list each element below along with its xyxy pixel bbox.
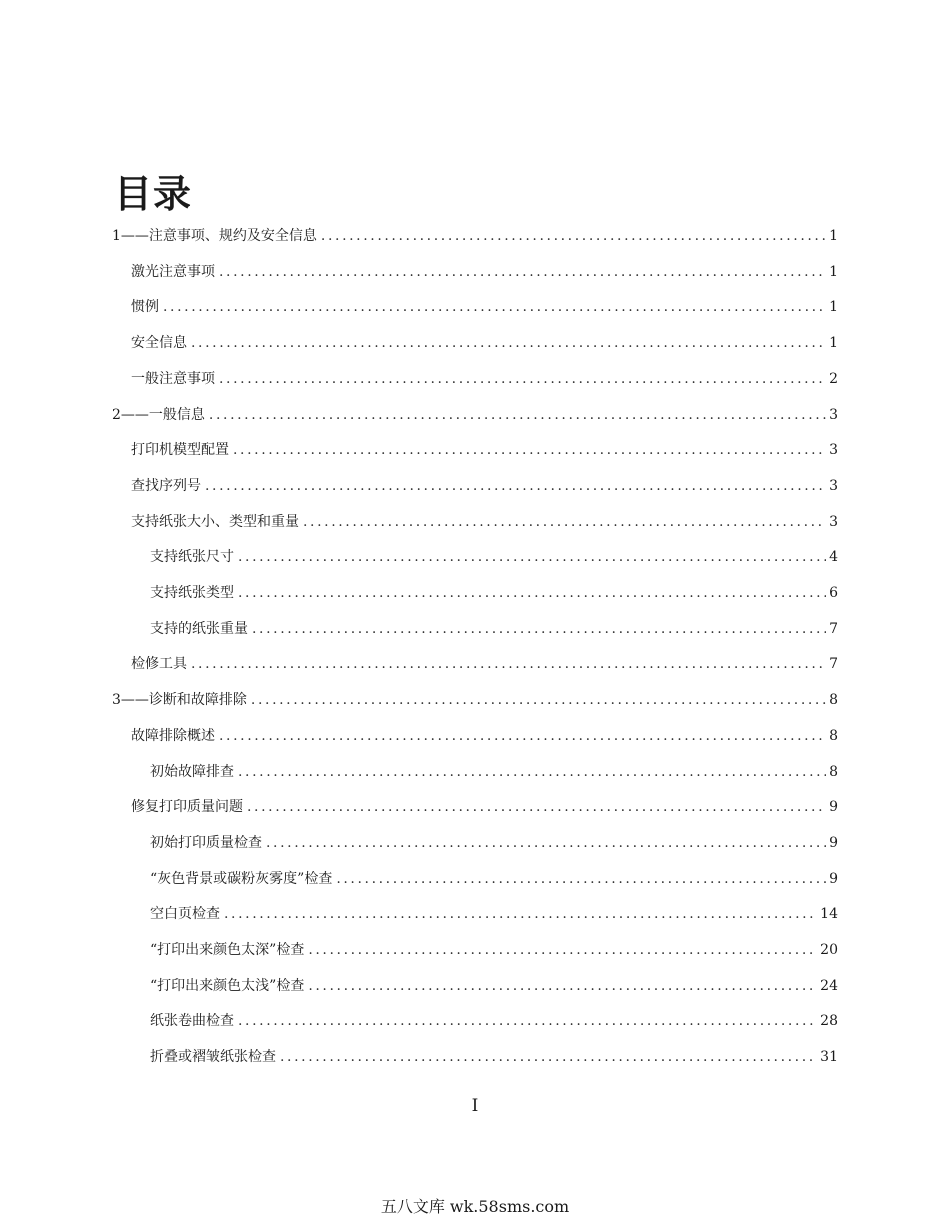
toc-entry[interactable] — [150, 973, 838, 999]
toc-entry-page: 1 — [829, 299, 838, 316]
toc-entry-page: 7 — [829, 620, 838, 637]
toc-entry-page: 14 — [820, 906, 838, 923]
toc-entry-title: “打印出来颜色太浅”检查 — [150, 977, 305, 994]
toc-entry-title: 纸张卷曲检查 — [150, 1013, 234, 1030]
toc-entry[interactable] — [131, 794, 838, 820]
toc-entry[interactable] — [150, 1044, 838, 1070]
toc-entry[interactable] — [131, 437, 838, 463]
toc-dot-leader — [280, 1044, 817, 1070]
toc-entry-page: 3 — [829, 513, 838, 530]
toc-dot-leader — [219, 259, 826, 285]
toc-entry-title: 支持的纸张重量 — [150, 620, 248, 637]
toc-entry-page: 31 — [820, 1049, 838, 1066]
toc-entry-title: 1——注意事项、规约及安全信息 — [112, 228, 317, 244]
toc-entry[interactable] — [112, 402, 838, 428]
toc-dot-leader — [219, 723, 826, 749]
toc-entry-page: 3 — [829, 477, 838, 494]
toc-entry-page: 7 — [829, 656, 838, 673]
toc-entry[interactable] — [150, 901, 838, 927]
toc-entry[interactable] — [150, 937, 838, 963]
toc-entry-page: 20 — [820, 942, 838, 958]
toc-dot-leader — [219, 366, 826, 392]
toc-entry-page: 1 — [829, 228, 838, 244]
toc-dot-leader — [233, 437, 826, 463]
toc-entry-page: 9 — [829, 799, 838, 816]
toc-entry[interactable] — [131, 473, 838, 499]
toc-entry-title: 初始故障排查 — [150, 763, 234, 780]
toc-dot-leader — [163, 294, 826, 320]
toc-dot-leader — [252, 616, 826, 642]
toc-entry[interactable] — [150, 866, 838, 892]
toc-entry-title: 3——诊断和故障排除 — [112, 692, 247, 709]
toc-entry[interactable] — [131, 509, 838, 535]
toc-entry[interactable] — [131, 366, 838, 392]
toc-entry[interactable] — [131, 651, 838, 677]
toc-entry-page: 24 — [820, 977, 838, 994]
page-title: 目录 — [114, 172, 193, 216]
toc-entry-title: 支持纸张大小、类型和重量 — [131, 513, 299, 530]
toc-entry-page: 9 — [829, 870, 838, 887]
toc-dot-leader — [238, 580, 826, 606]
toc-dot-leader — [191, 330, 826, 356]
toc-entry-title: 初始打印质量检查 — [150, 834, 262, 851]
toc-entry-title: 2——一般信息 — [112, 406, 205, 423]
toc-entry-title: 一般注意事项 — [131, 370, 215, 387]
toc-entry-page: 1 — [829, 335, 838, 352]
toc-dot-leader — [308, 973, 817, 999]
toc-dot-leader — [308, 937, 817, 963]
toc-dot-leader — [266, 830, 826, 856]
toc-dot-leader — [205, 473, 826, 499]
toc-entry-title: 打印机模型配置 — [131, 442, 229, 459]
toc-entry-page: 4 — [829, 549, 838, 566]
toc-entry[interactable] — [150, 544, 838, 570]
toc-entry-title: 折叠或褶皱纸张检查 — [150, 1049, 276, 1066]
toc-entry-page: 28 — [820, 1013, 838, 1030]
toc-dot-leader — [336, 866, 826, 892]
toc-entry-title: 安全信息 — [131, 335, 187, 352]
toc-entry[interactable] — [150, 616, 838, 642]
toc-entry-title: 支持纸张类型 — [150, 585, 234, 601]
footer-watermark: 五八文库 wk.58sms.com — [380, 1197, 570, 1216]
toc-entry-page: 3 — [829, 442, 838, 459]
toc-entry[interactable] — [150, 580, 838, 606]
toc-entry-title: 故障排除概述 — [131, 727, 215, 744]
toc-entry-title: “灰色背景或碳粉灰雾度”检查 — [150, 870, 333, 887]
toc-entry-title: 检修工具 — [131, 656, 187, 673]
toc-entry-title: 修复打印质量问题 — [131, 799, 243, 816]
toc-entry[interactable] — [150, 1008, 838, 1034]
toc-entry-page: 8 — [829, 727, 838, 744]
toc-dot-leader — [303, 509, 826, 535]
toc-entry[interactable] — [131, 259, 838, 285]
toc-entry-page: 8 — [829, 763, 838, 780]
toc-entry-title: 支持纸张尺寸 — [150, 549, 234, 566]
toc-dot-leader — [224, 901, 817, 927]
toc-entry[interactable] — [112, 687, 838, 713]
toc-entry-page: 1 — [829, 263, 838, 280]
toc-entry[interactable] — [150, 759, 838, 785]
toc-dot-leader — [209, 402, 826, 428]
toc-dot-leader — [321, 223, 826, 249]
toc-entry-page: 3 — [829, 406, 838, 423]
toc-dot-leader — [251, 687, 826, 713]
toc-dot-leader — [238, 1008, 817, 1034]
toc-entry[interactable] — [150, 830, 838, 856]
toc-entry-page: 6 — [829, 585, 838, 601]
toc-entry[interactable] — [112, 223, 838, 249]
toc-dot-leader — [238, 544, 826, 570]
toc-entry-title: 激光注意事项 — [131, 263, 215, 280]
toc-entry[interactable] — [131, 294, 838, 320]
page-number: I — [471, 1096, 479, 1116]
toc-entry-page: 8 — [829, 692, 838, 709]
toc-entry-page: 2 — [829, 370, 838, 387]
toc-entry-title: 惯例 — [131, 299, 159, 316]
toc-entry-title: 查找序列号 — [131, 477, 201, 494]
toc-entry[interactable] — [131, 330, 838, 356]
toc-dot-leader — [191, 651, 826, 677]
toc-entry-title: “打印出来颜色太深”检查 — [150, 942, 305, 958]
toc-dot-leader — [247, 794, 826, 820]
toc-entry-page: 9 — [829, 834, 838, 851]
toc-entry[interactable] — [131, 723, 838, 749]
toc-dot-leader — [238, 759, 826, 785]
toc-entry-title: 空白页检查 — [150, 906, 220, 923]
